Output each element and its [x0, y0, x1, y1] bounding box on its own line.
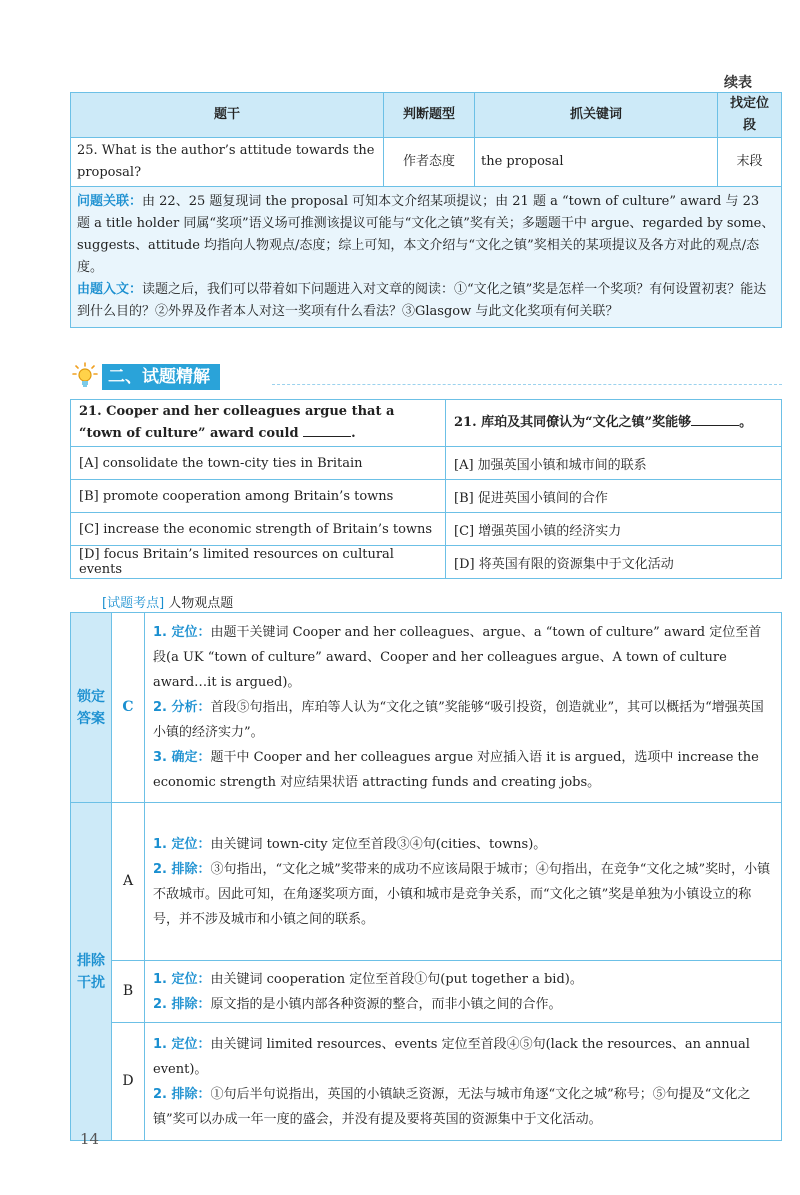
section-title: 二、试题精解	[102, 364, 220, 390]
question-overview-table	[70, 92, 782, 328]
section-divider	[272, 384, 782, 385]
question-link-text: 由 22、25 题复现词 the proposal 可知本文介绍某项提议；由 21 题 a “town of culture” award 与 23 题 a title holder 同属“奖项”语义场可推测该提议可能与“文化之镇”奖有关；多题题干中 argue、regarded by some、suggests、attitude 均指向人物观点/态度；综上可知，本文介绍与“文化之镇”奖相关的某项提议及各方对此的观点/态度。	[77, 194, 775, 275]
option-row	[71, 513, 782, 546]
option-c-zh: [C] 增强英国小镇的经济实力	[446, 513, 782, 546]
keywords-cell: the proposal	[475, 138, 718, 187]
page-number: 14	[80, 1130, 100, 1148]
option-b-zh: [B] 促进英国小镇间的合作	[446, 480, 782, 513]
header-keywords: 抓关键词	[475, 93, 718, 138]
distractor-letter-b: B	[112, 961, 145, 1023]
exclude-label: 排除干扰	[71, 803, 112, 1141]
continued-label: 续表	[724, 75, 752, 91]
distractor-letter-a: A	[112, 803, 145, 961]
answer-blank-zh	[691, 425, 739, 426]
answer-letter: C	[112, 613, 145, 803]
test-point-text: 人物观点题	[168, 596, 234, 611]
analysis-point: 1. 定位：由关键词 town-city 定位至首段③④句(cities、towns)。	[153, 836, 547, 852]
location-cell: 末段	[718, 138, 782, 187]
option-a-en: [A] consolidate the town-city ties in Britain	[71, 447, 446, 480]
header-type: 判断题型	[384, 93, 475, 138]
option-d-en: [D] focus Britain’s limited resources on cultural events	[71, 546, 446, 579]
distractor-letter-d: D	[112, 1023, 145, 1141]
type-cell: 作者态度	[384, 138, 475, 187]
entry-text: 读题之后，我们可以带着如下问题进入对文章的阅读：①“文化之镇”奖是怎样一个奖项？有何设置初衷？能达到什么目的？②外界及作者本人对这一奖项有什么看法？③Glasgow 与此文化奖项有何关联？	[77, 282, 767, 319]
option-row	[71, 480, 782, 513]
table-header-row	[71, 93, 782, 138]
lock-answer-label: 锁定答案	[71, 613, 112, 803]
lightbulb-icon	[72, 362, 98, 390]
distractor-b-analysis	[145, 961, 782, 1023]
distractor-d-analysis	[145, 1023, 782, 1141]
analysis-point: 2. 排除：原文指的是小镇内部各种资源的整合，而非小镇之间的合作。	[153, 996, 562, 1012]
analysis-point: 2. 排除：①句后半句说指出，英国的小镇缺乏资源，无法与城市角逐“文化之城”称号；⑤句提及“文化之镇”奖可以办成一年一度的盛会，并没有提及要将英国的资源集中于文化活动。	[153, 1086, 751, 1127]
analysis-table	[70, 612, 782, 1141]
question-table	[70, 399, 782, 579]
distractor-d-block	[71, 1023, 782, 1141]
header-location: 找定位段	[718, 93, 782, 138]
answer-analysis	[145, 613, 782, 803]
option-b-en: [B] promote cooperation among Britain’s towns	[71, 480, 446, 513]
analysis-point: 1. 定位：由关键词 limited resources、events 定位至首段④⑤句(lack the resources、an annual event)。	[153, 1036, 750, 1077]
distractor-a-analysis	[145, 803, 782, 961]
section-header	[72, 362, 782, 390]
notes-row	[71, 187, 782, 328]
option-row	[71, 546, 782, 579]
option-c-en: [C] increase the economic strength of Britain’s towns	[71, 513, 446, 546]
option-d-zh: [D] 将英国有限的资源集中于文化活动	[446, 546, 782, 579]
zh-stem: 21. 库珀及其同僚认为“文化之镇”奖能够 。	[446, 400, 782, 447]
table-row	[71, 138, 782, 187]
analysis-point: 1. 定位：由题干关键词 Cooper and her colleagues、argue、a “town of culture” award 定位至首段(a UK “town of culture” award、Cooper and her colleagues argue、A town of culture award…it is argued)。	[153, 625, 762, 690]
question-link-paragraph	[77, 191, 775, 279]
entry-label: 由题入文：	[77, 282, 143, 297]
analysis-point: 2. 排除：③句指出，“文化之城”奖带来的成功不应该局限于城市；④句指出，在竞争“文化之城”奖时，小镇不敌城市。因此可知，在角逐奖项方面，小镇和城市是竞争关系，而“文化之镇”奖是单独为小镇设立的称号，并不涉及城市和小镇之间的联系。	[153, 861, 771, 927]
notes-cell	[71, 187, 782, 328]
entry-paragraph	[77, 279, 775, 323]
answer-blank	[303, 436, 351, 437]
test-point-line	[102, 592, 233, 611]
question-stem-row	[71, 400, 782, 447]
en-stem: 21. Cooper and her colleagues argue that a “town of culture” award could .	[71, 400, 446, 447]
question-link-label: 问题关联：	[77, 194, 143, 209]
analysis-point: 1. 定位：由关键词 cooperation 定位至首段①句(put together a bid)。	[153, 971, 583, 987]
option-a-zh: [A] 加强英国小镇和城市间的联系	[446, 447, 782, 480]
header-stem: 题干	[71, 93, 384, 138]
option-row	[71, 447, 782, 480]
distractor-b-block	[71, 961, 782, 1023]
test-point-label: [试题考点]	[102, 596, 165, 611]
distractor-a-block	[71, 803, 782, 961]
answer-block	[71, 613, 782, 803]
stem-cell: 25. What is the author’s attitude towards the proposal?	[71, 138, 384, 187]
analysis-point: 2. 分析：首段⑤句指出，库珀等人认为“文化之镇”奖能够“吸引投资，创造就业”，其可以概括为“增强英国小镇的经济实力”。	[153, 700, 764, 740]
analysis-point: 3. 确定：题干中 Cooper and her colleagues argue 对应插入语 it is argued，选项中 increase the economic strength 对应结果状语 attracting funds and creating jobs。	[153, 750, 759, 790]
